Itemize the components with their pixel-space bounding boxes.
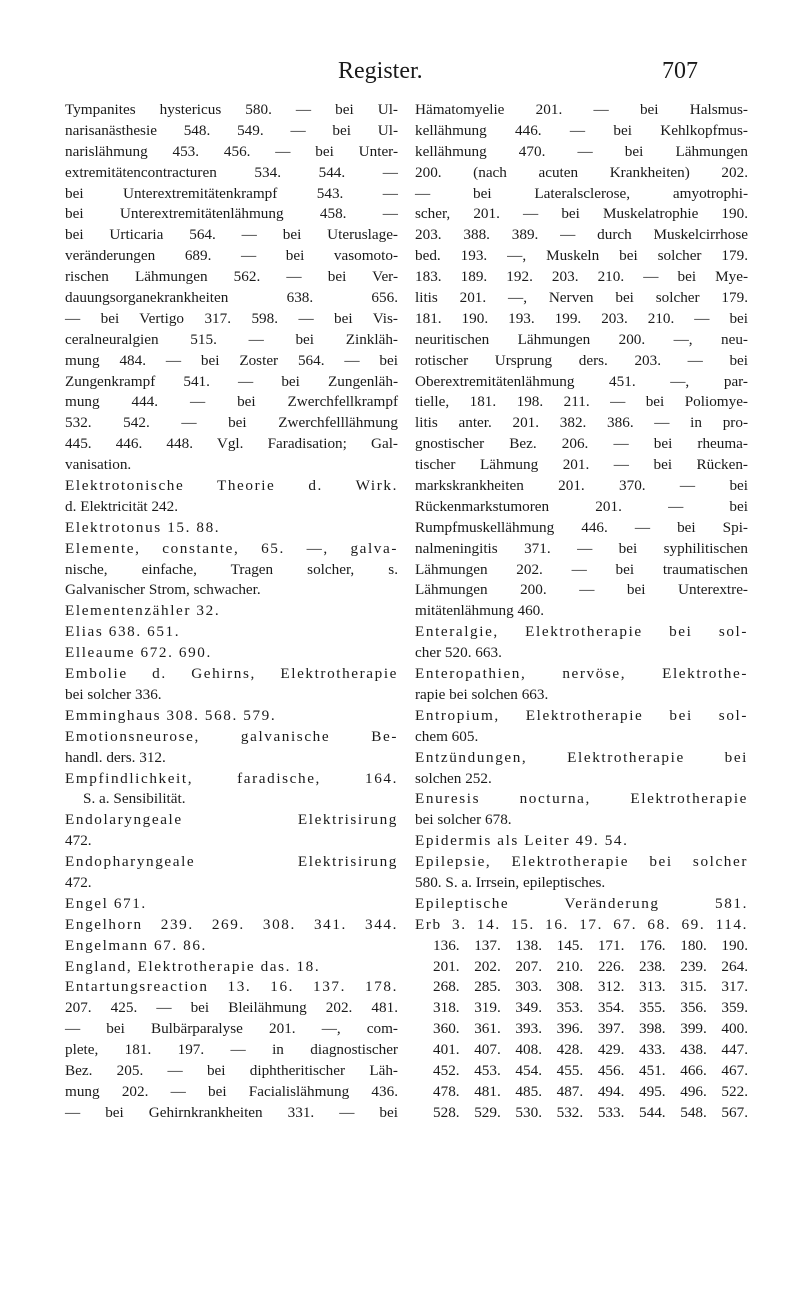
index-line: 203. 388. 389. — durch Muskelcirrhose [415,226,748,244]
index-line: kellähmung 446. — bei Kehlkopfmus- [415,121,748,139]
index-line: Enuresis nocturna, Elektrotherapie [415,790,748,808]
index-line: Entropium, Elektrotherapie bei sol- [415,706,748,724]
index-line: S. a. Sensibilität. [83,790,186,808]
index-line: veränderungen 689. — bei vasomoto- [65,247,398,265]
index-line: 445. 446. 448. Vgl. Faradisation; Gal- [65,435,398,453]
page-number: 707 [662,58,698,84]
index-line: Tympanites hystericus 580. — bei Ul- [65,101,398,118]
index-line: bei solcher 678. [415,811,512,829]
index-line: narisanästhesie 548. 549. — bei Ul- [65,121,398,139]
index-line: 401. 407. 408. 428. 429. 433. 438. 447. [433,1041,748,1059]
index-line: Zungenkrampf 541. — bei Zungenläh- [65,372,398,390]
index-line: 136. 137. 138. 145. 171. 176. 180. 190. [433,936,748,954]
index-line: Rückenmarkstumoren 201. — bei [415,497,748,515]
index-line: bed. 193. —, Muskeln bei solcher 179. [415,247,748,265]
index-line: bei Unterextremitätenlähmung 458. — [65,205,398,223]
index-line: nische, einfache, Tragen solcher, s. [65,560,398,578]
page-header [0,58,801,92]
index-line: 318. 319. 349. 353. 354. 355. 356. 359. [433,999,748,1017]
index-line: — bei Vertigo 317. 598. — bei Vis- [65,309,398,327]
index-line: Embolie d. Gehirns, Elektrotherapie [65,665,398,683]
index-line: Engel 671. [65,894,147,912]
index-line: tischer Lähmung 201. — bei Rücken- [415,456,748,474]
index-line: mung 484. — bei Zoster 564. — bei [65,351,398,369]
index-line: rapie bei solchen 663. [415,685,549,703]
index-line: Endopharyngeale Elektrisirung [65,853,398,871]
index-line: 452. 453. 454. 455. 456. 451. 466. 467. [433,1061,748,1079]
index-line: 532. 542. — bei Zwerchfelllähmung [65,414,398,432]
index-line: Elementenzähler 32. [65,602,221,620]
index-line: gnostischer Bez. 206. — bei rheuma- [415,435,748,453]
index-line: 528. 529. 530. 532. 533. 544. 548. 567. [433,1103,748,1121]
index-line: England, Elektrotherapie das. 18. [65,957,321,975]
index-line: Bez. 205. — bei diphtheritischer Läh- [65,1061,398,1079]
index-line: 478. 481. 485. 487. 494. 495. 496. 522. [433,1082,748,1100]
index-line: 360. 361. 393. 396. 397. 398. 399. 400. [433,1020,748,1038]
index-line: Engelhorn 239. 269. 308. 341. 344. [65,915,398,933]
index-line: 472. [65,873,92,891]
index-line: narislähmung 453. 456. — bei Unter- [65,142,398,160]
index-line: 268. 285. 303. 308. 312. 313. 315. 317. [433,978,748,996]
index-line: Elemente, constante, 65. —, galva- [65,539,398,557]
index-column-right [415,100,748,1124]
index-line: Entartungsreaction 13. 16. 137. 178. [65,978,398,996]
index-line: vanisation. [65,456,132,474]
index-line: Elektrotonische Theorie d. Wirk. [65,477,398,495]
index-line: Oberextremitätenlähmung 451. —, par- [415,372,748,390]
index-line: Galvanischer Strom, schwacher. [65,581,261,599]
index-line: Entzündungen, Elektrotherapie bei [415,748,748,766]
index-line: 183. 189. 192. 203. 210. — bei Mye- [415,268,748,286]
index-line: 580. S. a. Irrsein, epileptisches. [415,873,606,891]
index-line: Emotionsneurose, galvanische Be- [65,727,398,745]
index-line: litis anter. 201. 382. 386. — in pro- [415,414,748,432]
index-line: 200. (nach acuten Krankheiten) 202. [415,163,748,181]
index-line: cher 520. 663. [415,644,502,662]
index-line: Emminghaus 308. 568. 579. [65,706,277,724]
index-line: solchen 252. [415,769,492,787]
index-line: Lähmungen 200. — bei Unterextre- [415,581,748,599]
index-line: Lähmungen 202. — bei traumatischen [415,560,748,578]
index-line: Elias 638. 651. [65,623,181,641]
index-line: Empfindlichkeit, faradische, 164. [65,769,398,787]
index-line: — bei Bulbärparalyse 201. —, com- [65,1020,398,1038]
index-line: extremitätencontracturen 534. 544. — [65,163,398,181]
index-line: bei solcher 336. [65,685,162,703]
index-line: Engelmann 67. 86. [65,936,207,954]
index-line: kellähmung 470. — bei Lähmungen [415,142,748,160]
index-line: Rumpfmuskellähmung 446. — bei Spi- [415,518,748,536]
index-line: plete, 181. 197. — in diagnostischer [65,1041,398,1059]
index-line: Erb 3. 14. 15. 16. 17. 67. 68. 69. 114. [415,915,748,933]
index-line: 201. 202. 207. 210. 226. 238. 239. 264. [433,957,748,975]
index-line: markskrankheiten 201. 370. — bei [415,477,748,495]
index-line: Elektrotonus 15. 88. [65,518,221,536]
index-line: mung 202. — bei Facialislähmung 436. [65,1082,398,1100]
index-line: mitätenlähmung 460. [415,602,545,620]
index-line: Epilepsie, Elektrotherapie bei solcher [415,853,748,871]
index-line: bei Urticaria 564. — bei Uteruslage- [65,226,398,244]
index-line: Elleaume 672. 690. [65,644,212,662]
index-column-left [65,100,398,1124]
index-line: — bei Lateralsclerose, amyotrophi- [415,184,748,202]
index-line: Enteralgie, Elektrotherapie bei sol- [415,623,748,641]
index-line: Hämatomyelie 201. — bei Halsmus- [415,101,748,118]
index-line: Enteropathien, nervöse, Elektrothe- [415,665,748,683]
index-line: mung 444. — bei Zwerchfellkrampf [65,393,398,411]
index-line: tielle, 181. 198. 211. — bei Poliomye- [415,393,748,411]
index-line: d. Elektricität 242. [65,497,179,515]
index-line: rischen Lähmungen 562. — bei Ver- [65,268,398,286]
index-line: — bei Gehirnkrankheiten 331. — bei [65,1103,398,1121]
index-line: Epidermis als Leiter 49. 54. [415,832,629,850]
running-title: Register. [338,58,423,84]
index-line: rotischer Ursprung ders. 203. — bei [415,351,748,369]
index-line: Endolaryngeale Elektrisirung [65,811,398,829]
index-line: bei Unterextremitätenkrampf 543. — [65,184,398,202]
index-line: dauungsorganekrankheiten 638. 656. [65,289,398,307]
index-line: ceralneuralgien 515. — bei Zinkläh- [65,330,398,348]
index-line: 472. [65,832,92,850]
index-line: neuritischen Lähmungen 200. —, neu- [415,330,748,348]
index-line: chem 605. [415,727,479,745]
index-line: nalmeningitis 371. — bei syphilitischen [415,539,748,557]
index-line: handl. ders. 312. [65,748,166,766]
index-line: litis 201. —, Nerven bei solcher 179. [415,289,748,307]
index-line: 181. 190. 193. 199. 203. 210. — bei [415,309,748,327]
index-line: scher, 201. — bei Muskelatrophie 190. [415,205,748,223]
index-line: 207. 425. — bei Bleilähmung 202. 481. [65,999,398,1017]
index-line: Epileptische Veränderung 581. [415,894,748,912]
